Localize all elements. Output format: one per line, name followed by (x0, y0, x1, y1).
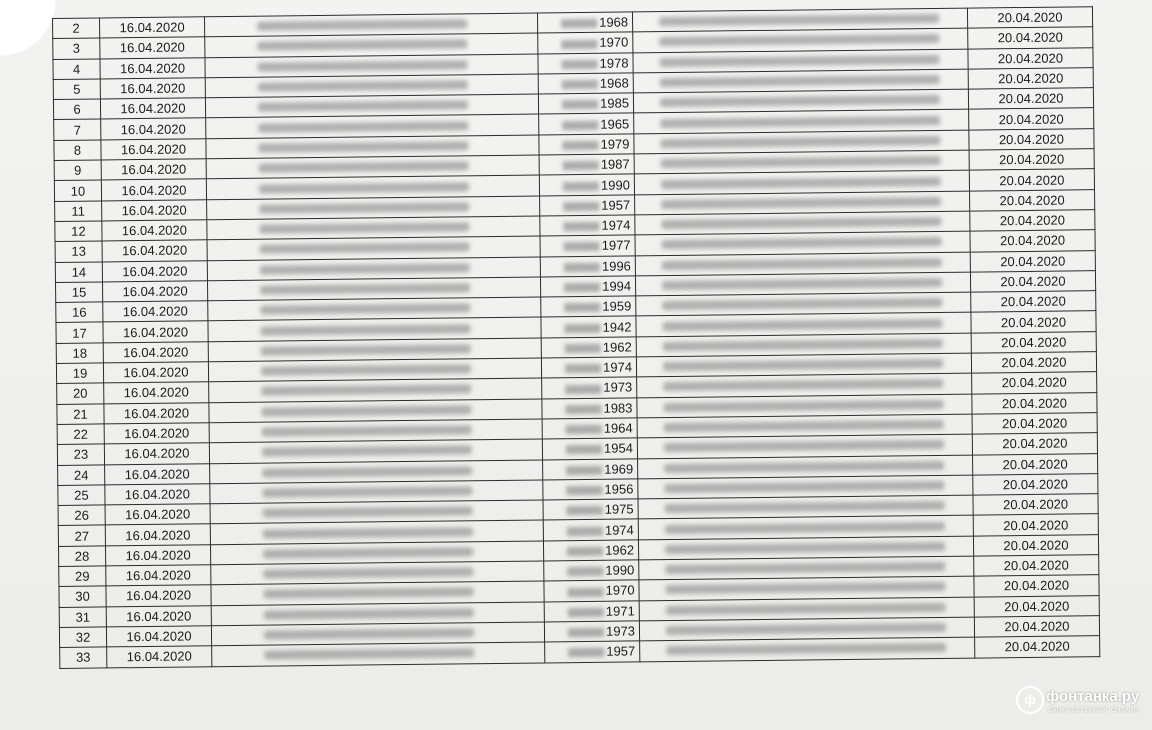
birth-year: 1968 (599, 14, 629, 30)
request-date: 16.04.2020 (102, 260, 207, 281)
redaction-blur (259, 182, 469, 193)
redaction-blur (660, 95, 940, 107)
row-number: 30 (59, 586, 106, 607)
request-date: 16.04.2020 (105, 544, 210, 565)
row-number: 25 (58, 485, 105, 506)
redaction-blur (563, 141, 599, 150)
request-date: 16.04.2020 (107, 646, 212, 667)
registration-date: 20.04.2020 (973, 534, 1098, 556)
redaction-blur (662, 298, 942, 310)
request-date: 16.04.2020 (106, 565, 211, 586)
birth-date (544, 560, 639, 581)
redaction-blur (564, 303, 600, 312)
birth-date (539, 154, 634, 175)
redaction-blur (662, 319, 942, 331)
redaction-blur (260, 243, 470, 254)
redaction-blur (662, 237, 942, 249)
birth-year: 1968 (599, 75, 629, 91)
redaction-blur (660, 136, 940, 148)
registration-date: 20.04.2020 (970, 189, 1095, 211)
request-date: 16.04.2020 (105, 504, 210, 525)
birth-date (540, 255, 635, 276)
row-number: 4 (53, 59, 100, 80)
redacted-name (212, 642, 545, 666)
birth-year: 1996 (601, 258, 631, 274)
request-date: 16.04.2020 (105, 463, 210, 484)
request-date: 16.04.2020 (103, 341, 208, 362)
birth-year: 1973 (603, 379, 633, 396)
redaction-blur (261, 364, 471, 375)
birth-year: 1987 (600, 156, 630, 173)
redaction-blur (662, 278, 942, 290)
registration-date: 20.04.2020 (971, 291, 1096, 313)
birth-date (541, 316, 636, 337)
row-number: 21 (57, 404, 104, 425)
row-number: 22 (57, 424, 104, 445)
request-date: 16.04.2020 (103, 321, 208, 342)
redaction-blur (258, 141, 468, 152)
birth-year: 1974 (601, 217, 631, 233)
redaction-blur (663, 379, 943, 391)
redaction-blur (567, 567, 603, 576)
registration-date: 20.04.2020 (973, 473, 1098, 495)
row-number: 29 (59, 566, 106, 587)
redaction-blur (262, 446, 472, 457)
redaction-blur (258, 101, 468, 112)
registration-date: 20.04.2020 (972, 413, 1097, 435)
redaction-blur (263, 547, 473, 558)
redaction-blur (259, 162, 469, 173)
registration-date: 20.04.2020 (969, 149, 1094, 171)
birth-year: 1974 (602, 359, 633, 375)
birth-year: 1970 (605, 582, 635, 599)
request-date: 16.04.2020 (101, 159, 206, 180)
redaction-blur (660, 75, 940, 87)
registration-date: 20.04.2020 (968, 68, 1093, 90)
redaction-blur (562, 120, 598, 129)
redaction-blur (264, 588, 474, 599)
request-date: 16.04.2020 (102, 240, 207, 261)
row-number: 15 (55, 282, 102, 303)
redaction-blur (564, 263, 600, 272)
redaction-blur (261, 385, 471, 396)
request-date: 16.04.2020 (102, 281, 207, 302)
registration-date: 20.04.2020 (969, 169, 1094, 191)
watermark-tagline: САНКТ-ПЕТЕРБУРГ ОНЛАЙН (1048, 708, 1139, 714)
redaction-blur (665, 501, 945, 513)
registration-date: 20.04.2020 (968, 27, 1093, 49)
redaction-blur (259, 222, 469, 233)
redaction-blur (663, 400, 943, 412)
row-number: 12 (55, 221, 102, 242)
request-date: 16.04.2020 (106, 585, 211, 606)
redaction-blur (664, 440, 944, 452)
redaction-blur (258, 121, 468, 132)
redaction-blur (661, 197, 941, 209)
registration-date: 20.04.2020 (974, 555, 1099, 577)
row-number: 23 (57, 444, 104, 465)
row-number: 2 (53, 18, 100, 39)
birth-date (538, 73, 633, 94)
redaction-blur (260, 263, 470, 274)
redaction-blur (264, 649, 474, 660)
birth-date (545, 641, 640, 662)
birth-date (537, 12, 632, 33)
birth-year: 1994 (602, 278, 632, 294)
birth-date (540, 235, 635, 256)
birth-year: 1978 (599, 55, 629, 71)
paper-corner (0, 0, 60, 70)
redaction-blur (665, 562, 945, 574)
birth-date (539, 113, 634, 134)
fontanka-watermark (1016, 684, 1150, 722)
registration-date: 20.04.2020 (973, 453, 1098, 475)
registration-date: 20.04.2020 (968, 47, 1093, 69)
redaction-blur (661, 176, 941, 188)
birth-year: 1990 (605, 562, 635, 578)
birth-year: 1954 (603, 440, 634, 457)
birth-date (544, 580, 639, 601)
row-number: 10 (54, 180, 101, 201)
registration-date: 20.04.2020 (970, 230, 1095, 252)
redaction-blur (563, 181, 599, 190)
request-date: 16.04.2020 (100, 78, 205, 99)
redaction-blur (262, 466, 472, 477)
redaction-blur (258, 60, 468, 71)
birth-date (539, 174, 634, 195)
redaction-blur (562, 80, 598, 89)
row-number: 7 (54, 119, 101, 140)
registration-date: 20.04.2020 (974, 575, 1099, 597)
redaction-blur (567, 506, 603, 515)
redaction-blur (665, 582, 945, 594)
birth-date (543, 458, 638, 479)
redaction-blur (562, 60, 598, 69)
registration-date: 20.04.2020 (974, 595, 1099, 617)
redaction-blur (257, 19, 467, 30)
request-date: 16.04.2020 (103, 301, 208, 322)
redaction-blur (568, 628, 604, 637)
row-number: 31 (59, 607, 106, 628)
row-number: 13 (55, 241, 102, 262)
birth-date (544, 621, 639, 642)
birth-year: 1942 (602, 319, 632, 335)
birth-year: 1965 (600, 116, 630, 132)
request-date: 16.04.2020 (101, 118, 206, 139)
birth-date (540, 215, 635, 236)
birth-year: 1974 (604, 521, 634, 538)
registration-date: 20.04.2020 (972, 372, 1097, 394)
redaction-blur (568, 608, 604, 617)
row-number: 8 (54, 140, 101, 161)
redaction-blur (563, 222, 599, 231)
row-number: 6 (53, 99, 100, 120)
fontanka-logo-icon: ф (1016, 686, 1044, 714)
redaction-blur (664, 461, 944, 473)
registration-date: 20.04.2020 (975, 636, 1100, 658)
row-number: 33 (60, 647, 107, 668)
request-date: 16.04.2020 (102, 199, 207, 220)
redaction-blur (260, 304, 470, 315)
birth-year: 1969 (604, 461, 634, 477)
row-number: 26 (58, 505, 105, 526)
redaction-blur (257, 40, 467, 51)
redaction-blur (263, 507, 473, 518)
birth-date (543, 499, 638, 520)
redaction-blur (564, 242, 600, 251)
redaction-blur (566, 405, 602, 414)
row-number: 14 (55, 262, 102, 283)
redaction-blur (566, 445, 602, 454)
birth-year: 1957 (606, 643, 636, 660)
row-number: 24 (58, 464, 105, 485)
redaction-blur (565, 384, 601, 393)
birth-date (543, 519, 638, 540)
redaction-blur (568, 587, 604, 596)
table-body (53, 7, 1100, 668)
birth-date (544, 600, 639, 621)
birth-year: 1973 (605, 623, 636, 639)
request-date: 16.04.2020 (106, 605, 211, 626)
birth-date (541, 337, 636, 358)
redaction-blur (565, 344, 601, 353)
registration-date: 20.04.2020 (971, 311, 1096, 333)
redaction-blur (561, 39, 597, 48)
birth-date (538, 93, 633, 114)
birth-date (541, 296, 636, 317)
redaction-blur (561, 19, 597, 28)
request-date: 16.04.2020 (101, 179, 206, 200)
row-number: 20 (57, 383, 104, 404)
request-date: 16.04.2020 (106, 626, 211, 647)
request-date: 16.04.2020 (105, 484, 210, 505)
redaction-blur (567, 547, 603, 556)
redaction-blur (563, 202, 599, 211)
birth-date (540, 276, 635, 297)
registration-date: 20.04.2020 (973, 494, 1098, 516)
birth-year: 1975 (604, 501, 634, 518)
request-date: 16.04.2020 (102, 220, 207, 241)
redaction-blur (565, 323, 601, 332)
birth-year: 1983 (603, 400, 633, 416)
birth-date (542, 398, 637, 419)
redaction-blur (662, 258, 942, 270)
redaction-blur (567, 526, 603, 535)
redaction-blur (259, 202, 469, 213)
redaction-blur (264, 608, 474, 619)
registration-date: 20.04.2020 (973, 514, 1098, 536)
watermark-brand: фонтанка.ру (1046, 688, 1140, 705)
redaction-blur (666, 643, 946, 655)
birth-year: 1962 (605, 542, 635, 558)
row-number: 3 (53, 38, 100, 59)
request-date: 16.04.2020 (105, 524, 210, 545)
request-date: 16.04.2020 (100, 57, 205, 78)
birth-year: 1990 (600, 176, 631, 193)
redaction-blur (661, 156, 941, 168)
redaction-blur (258, 80, 468, 91)
redaction-blur (663, 359, 943, 371)
redaction-blur (665, 542, 945, 554)
registration-date: 20.04.2020 (968, 88, 1093, 110)
registration-date: 20.04.2020 (970, 271, 1095, 293)
redaction-blur (261, 324, 471, 335)
row-number: 9 (54, 160, 101, 181)
request-date: 16.04.2020 (100, 37, 205, 58)
redaction-blur (262, 486, 472, 497)
birth-year: 1971 (605, 603, 635, 619)
redaction-blur (663, 339, 943, 351)
redaction-blur (564, 283, 600, 292)
redaction-blur (666, 603, 946, 615)
redaction-blur (566, 466, 602, 475)
birth-date (540, 195, 635, 216)
birth-date (538, 32, 633, 53)
request-date: 16.04.2020 (104, 402, 209, 423)
request-date: 16.04.2020 (100, 98, 205, 119)
registration-date: 20.04.2020 (969, 108, 1094, 130)
row-number: 27 (58, 525, 105, 546)
request-date: 16.04.2020 (100, 17, 205, 38)
registration-date: 20.04.2020 (971, 331, 1096, 353)
birth-year: 1959 (602, 298, 632, 315)
redaction-blur (660, 116, 940, 128)
redaction-blur (262, 425, 472, 436)
birth-year: 1977 (601, 237, 631, 254)
redaction-blur (665, 521, 945, 533)
registration-date: 20.04.2020 (969, 128, 1094, 150)
birth-date (543, 479, 638, 500)
redaction-blur (263, 567, 473, 578)
request-date: 16.04.2020 (104, 423, 209, 444)
request-date: 16.04.2020 (104, 443, 209, 464)
birth-year: 1964 (603, 420, 633, 436)
redaction-blur (659, 55, 939, 67)
row-number: 16 (56, 302, 103, 323)
birth-year: 1957 (601, 197, 631, 213)
birth-date (542, 438, 637, 459)
registration-date: 20.04.2020 (972, 392, 1097, 414)
row-number: 32 (59, 627, 106, 648)
row-number: 5 (53, 79, 100, 100)
redaction-blur (659, 14, 939, 26)
redacted-address (640, 637, 975, 661)
birth-year: 1956 (604, 481, 634, 497)
redaction-blur (666, 623, 946, 635)
redaction-blur (563, 161, 599, 170)
registration-date: 20.04.2020 (967, 7, 1092, 29)
registration-date: 20.04.2020 (972, 433, 1097, 455)
request-date: 16.04.2020 (104, 382, 209, 403)
redaction-blur (261, 344, 471, 355)
birth-date (543, 540, 638, 561)
redaction-blur (664, 481, 944, 493)
registry-table (52, 6, 1100, 668)
row-number: 19 (56, 363, 103, 384)
redaction-blur (562, 100, 598, 109)
row-number: 18 (56, 343, 103, 364)
redaction-blur (263, 527, 473, 538)
redaction-blur (264, 628, 474, 639)
birth-date (539, 134, 634, 155)
birth-date (541, 357, 636, 378)
birth-year: 1979 (600, 136, 630, 152)
birth-year: 1962 (602, 339, 632, 355)
redaction-blur (664, 420, 944, 432)
row-number: 28 (58, 546, 105, 567)
request-date: 16.04.2020 (101, 139, 206, 160)
birth-date (542, 418, 637, 439)
registration-date: 20.04.2020 (971, 352, 1096, 374)
birth-date (542, 377, 637, 398)
redaction-blur (261, 405, 471, 416)
redaction-blur (565, 364, 601, 373)
birth-date (538, 53, 633, 74)
birth-year: 1985 (599, 95, 630, 112)
registration-date: 20.04.2020 (970, 210, 1095, 232)
request-date: 16.04.2020 (103, 362, 208, 383)
registration-date: 20.04.2020 (974, 616, 1099, 638)
redaction-blur (661, 217, 941, 229)
redaction-blur (260, 283, 470, 294)
redaction-blur (566, 486, 602, 495)
row-number: 17 (56, 322, 103, 343)
document-page (52, 6, 1152, 708)
registration-date: 20.04.2020 (970, 250, 1095, 272)
birth-year: 1970 (599, 34, 629, 51)
redaction-blur (659, 34, 939, 46)
redaction-blur (566, 425, 602, 434)
row-number: 11 (55, 201, 102, 222)
redaction-blur (568, 648, 604, 657)
